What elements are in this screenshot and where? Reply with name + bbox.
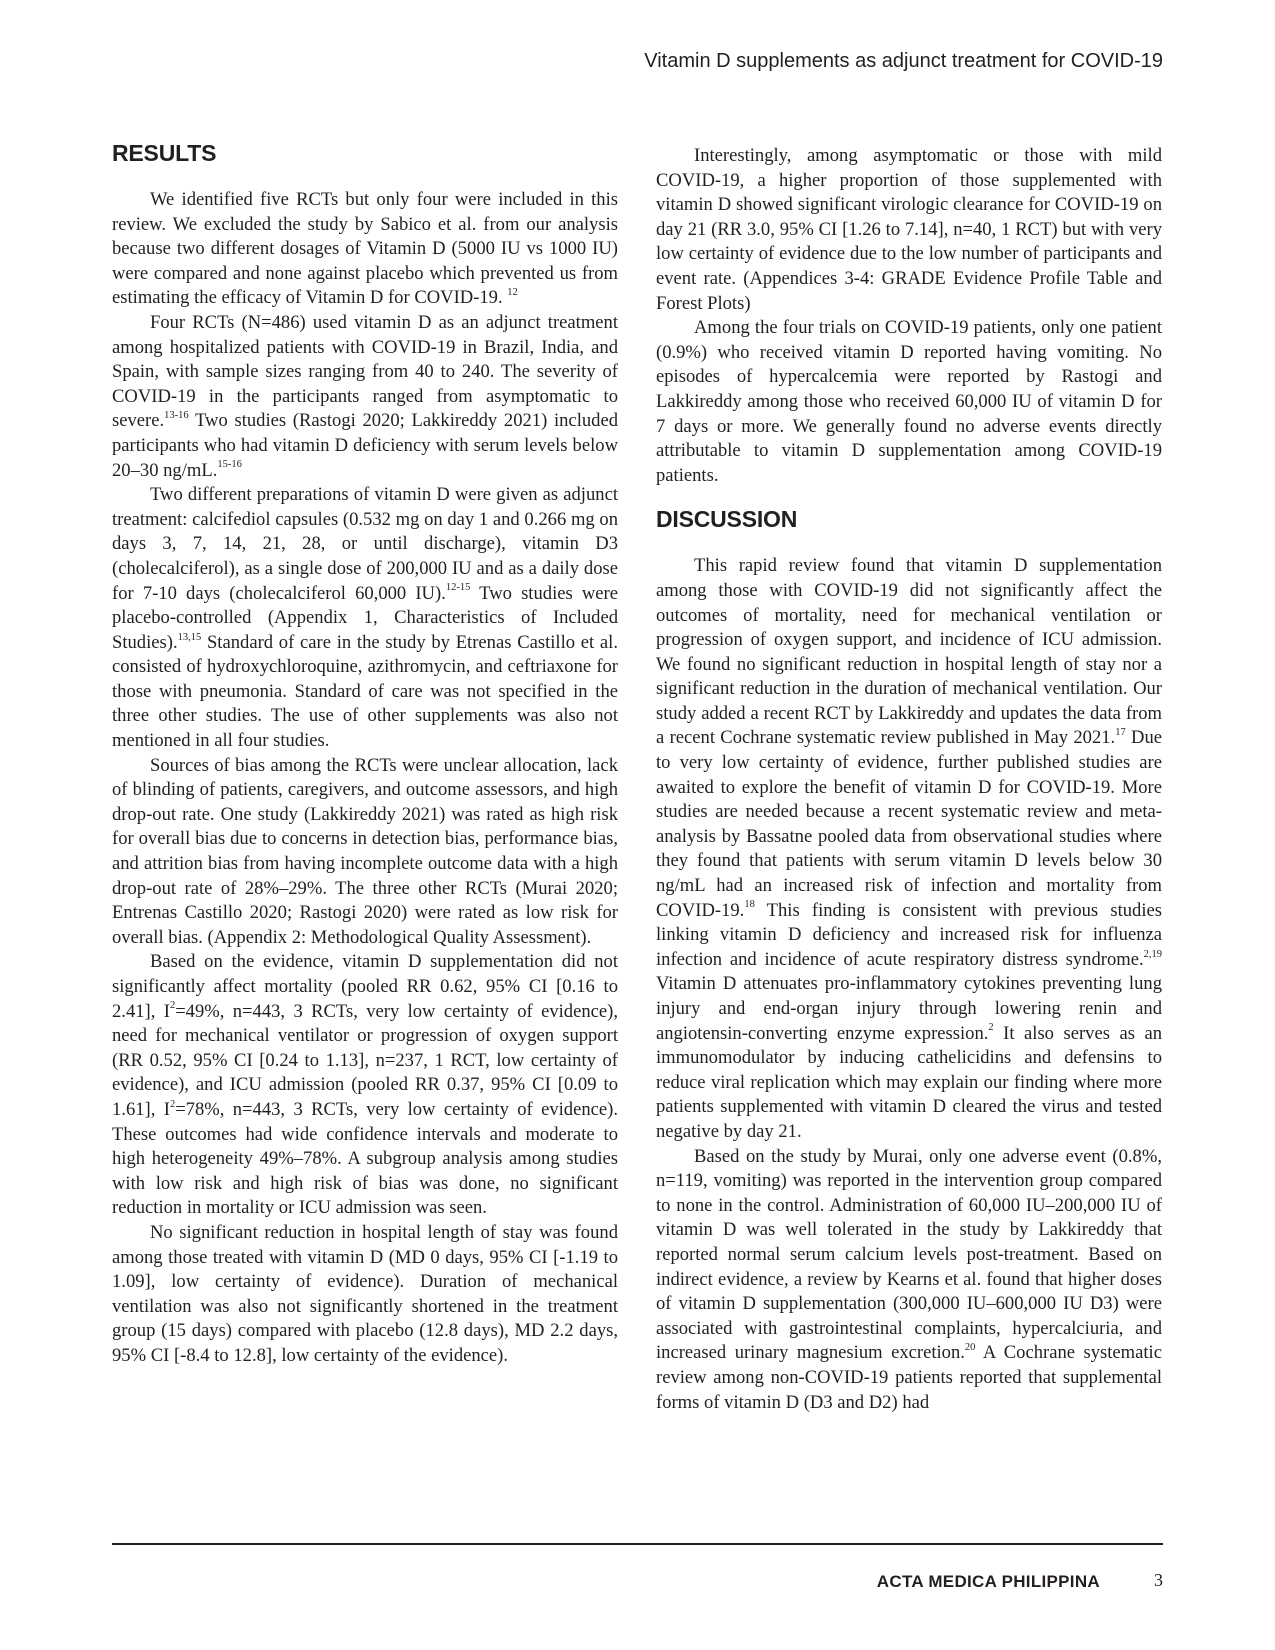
right-column [656,138,1162,1415]
page-number: 3 [1154,1570,1163,1590]
citation: 12-15 [445,582,471,594]
discussion-paragraph-1: This rapid review found that vitamin D supplementation among those with COVID-19 did not significantly affect the outcomes of mortality, need for mechanical ventilation or progression of oxygen support, and incidence of ICU admission. We found no significant reduction in hospital length of stay nor a significant reduction in the duration of mechanical ventilation. Our study added a recent RCT by Lakkireddy and updates the data from a recent Cochrane systematic review published in May 2021.17 Due to very low certainty of evidence, further published studies are awaited to explore the benefit of vitamin D for COVID-19. More studies are needed because a recent systematic review and meta-analysis by Bassatne pooled data from observational studies where they found that patients with serum vitamin D levels below 30 ng/mL had an increased risk of infection and mortality from COVID-19.18 This finding is consistent with previous studies linking vitamin D deficiency and increased risk for influenza infection and incidence of acute respiratory distress syndrome.$^{2,19}$ Vitamin D attenuates pro-inflammatory cytokines preventing lung injury and end-organ injury through lowering renin and angiotensin-converting enzyme expression.$^2$ It also serves as an immunomodulator by inducing cathelicidins and defensins to reduce viral replication which may explain our finding where more patients supplemented with vitamin D cleared the virus and tested negative by day 21. [656,555,1162,1142]
discussion-heading: DISCUSSION [656,506,798,533]
discussion-paragraph-2: Based on the study by Murai, only one adverse event (0.8%, n=119, vomiting) was reported in the intervention group compared to none in the control. Administration of 60,000 IU–200,000 IU of vitamin D was well tolerated in the study by Lakkireddy that reported normal serum calcium levels post-treatment. Based on indirect evidence, a review by Kearns et al. found that higher doses of vitamin D supplementation (300,000 IU–600,000 IU D3) were associated with gastrointestinal complaints, hypercalciuria, and increased urinary magnesium excretion.$^{20}$ A Cochrane systematic review among non-COVID-19 patients reported that supplemental forms of vitamin D (D3 and D2) had [656,1145,1162,1413]
left-column [112,138,618,1369]
citation: 12 [507,287,518,299]
results-paragraph-4: Sources of bias among the RCTs were unclear allocation, lack of blinding of patients, caregivers, and outcome assessors, and high drop-out rate. One study (Lakkireddy 2021) was rated as high risk for overall bias due to concerns in detection bias, performance bias, and attrition bias from having incomplete outcome data with a high drop-out rate of 28%–29%. The three other RCTs (Murai 2020; Entrenas Castillo 2020; Rastogi 2020) were rated as low risk for overall bias. (Appendix 2: Methodological Quality Assessment). [112,754,618,948]
results-paragraph-7: Interestingly, among asymptomatic or those with mild COVID-19, a higher proportion of those supplemented with vitamin D showed significant virologic clearance for COVID-19 on day 21 (RR 3.0, 95% CI [1.26 to 7.14], n=40, 1 RCT) but with very low certainty of evidence due to the low number of participants and event rate. (Appendices 3-4: GRADE Evidence Profile Table and Forest Plots) [656,145,1162,314]
superscript: 2 [169,1000,176,1012]
results-paragraph-1: We identified five RCTs but only four were included in this review. We excluded the study by Sabico et al. from our analysis because two different dosages of Vitamin D (5000 IU vs 1000 IU) were compared and none against placebo which prevented us from estimating the efficacy of Vitamin D for COVID-19. $^{12}$ [112,189,618,309]
footer-divider [112,1543,1163,1545]
citation: 13,15 [177,631,202,643]
citation: 2 [988,1022,994,1034]
results-paragraph-3: Two different preparations of vitamin D were given as adjunct treatment: calcifediol capsules (0.532 mg on day 1 and 0.266 mg on days 3, 7, 14, 21, 28, or until discharge), vitamin D3 (cholecalciferol), as a single dose of 200,000 IU and as a daily dose for 7-10 days (cholecalciferol 60,000 IU).$^{12-15}$ Two studies were placebo-controlled (Appendix 1, Characteristics of Included Studies).$^{13,15}$ Standard of care in the study by Etrenas Castillo et al. consisted of hydroxychloroquine, azithromycin, and ceftriaxone for those with pneumonia. Standard of care was not specified in the three other studies. The use of other supplements was also not mentioned in all four studies. [112,484,618,752]
results-paragraph-8: Among the four trials on COVID-19 patients, only one patient (0.9%) who received vitamin D reported having vomiting. No episodes of hypercalcemia were reported by Rastogi and Lakkireddy among those who received 60,000 IU of vitamin D for 7 days or more. We generally found no adverse events directly attributable to vitamin D supplementation among COVID-19 patients. [656,317,1162,486]
results-paragraph-5: Based on the evidence, vitamin D supplementation did not significantly affect mortality (pooled RR 0.62, 95% CI [0.16 to 2.41], $I^2=49\%$, n=443, 3 RCTs, very low certainty of evidence), need for mechanical ventilator or progression of oxygen support (RR 0.52, 95% CI [0.24 to 1.13], n=237, 1 RCT, low certainty of evidence), and ICU admission (pooled RR 0.37, 95% CI [0.09 to 1.61], $I^2=78\%$, n=443, 3 RCTs, very low certainty of evidence). These outcomes had wide confidence intervals and moderate to high heterogeneity 49%–78%. A subgroup analysis among studies with low risk and high risk of bias was done, no significant reduction in mortality or ICU admission was seen. [112,951,618,1219]
results-heading: RESULTS [112,140,217,166]
results-paragraph-2: Four RCTs (N=486) used vitamin D as an adjunct treatment among hospitalized patients with COVID-19 in Brazil, India, and Spain, with sample sizes ranging from 40 to 240. The severity of COVID-19 in the participants ranged from asymptomatic to severe.$^{13-16}$ Two studies (Rastogi 2020; Lakkireddy 2021) included participants who had vitamin D deficiency with serum levels below 20–30 ng/mL.$^{15-16}$ [112,311,618,481]
citation: 20 [964,1342,976,1354]
citation: 15-16 [217,459,242,471]
citation: 17 [1115,727,1126,739]
superscript: 2 [169,1098,176,1110]
citation: 2,19 [1143,948,1162,960]
running-title: Vitamin D supplements as adjunct treatment for COVID-19 [644,50,1163,72]
journal-name: ACTA MEDICA PHILIPPINA [876,1572,1100,1591]
citation: 13-16 [164,410,189,422]
citation: 18 [744,899,755,911]
results-paragraph-6: No significant reduction in hospital length of stay was found among those treated with vitamin D (MD 0 days, 95% CI [-1.19 to 1.09], low certainty of evidence). Duration of mechanical ventilation was also not significantly shortened in the treatment group (15 days) compared with placebo (12.8 days), MD 2.2 days, 95% CI [-8.4 to 12.8], low certainty of the evidence). [112,1221,618,1366]
